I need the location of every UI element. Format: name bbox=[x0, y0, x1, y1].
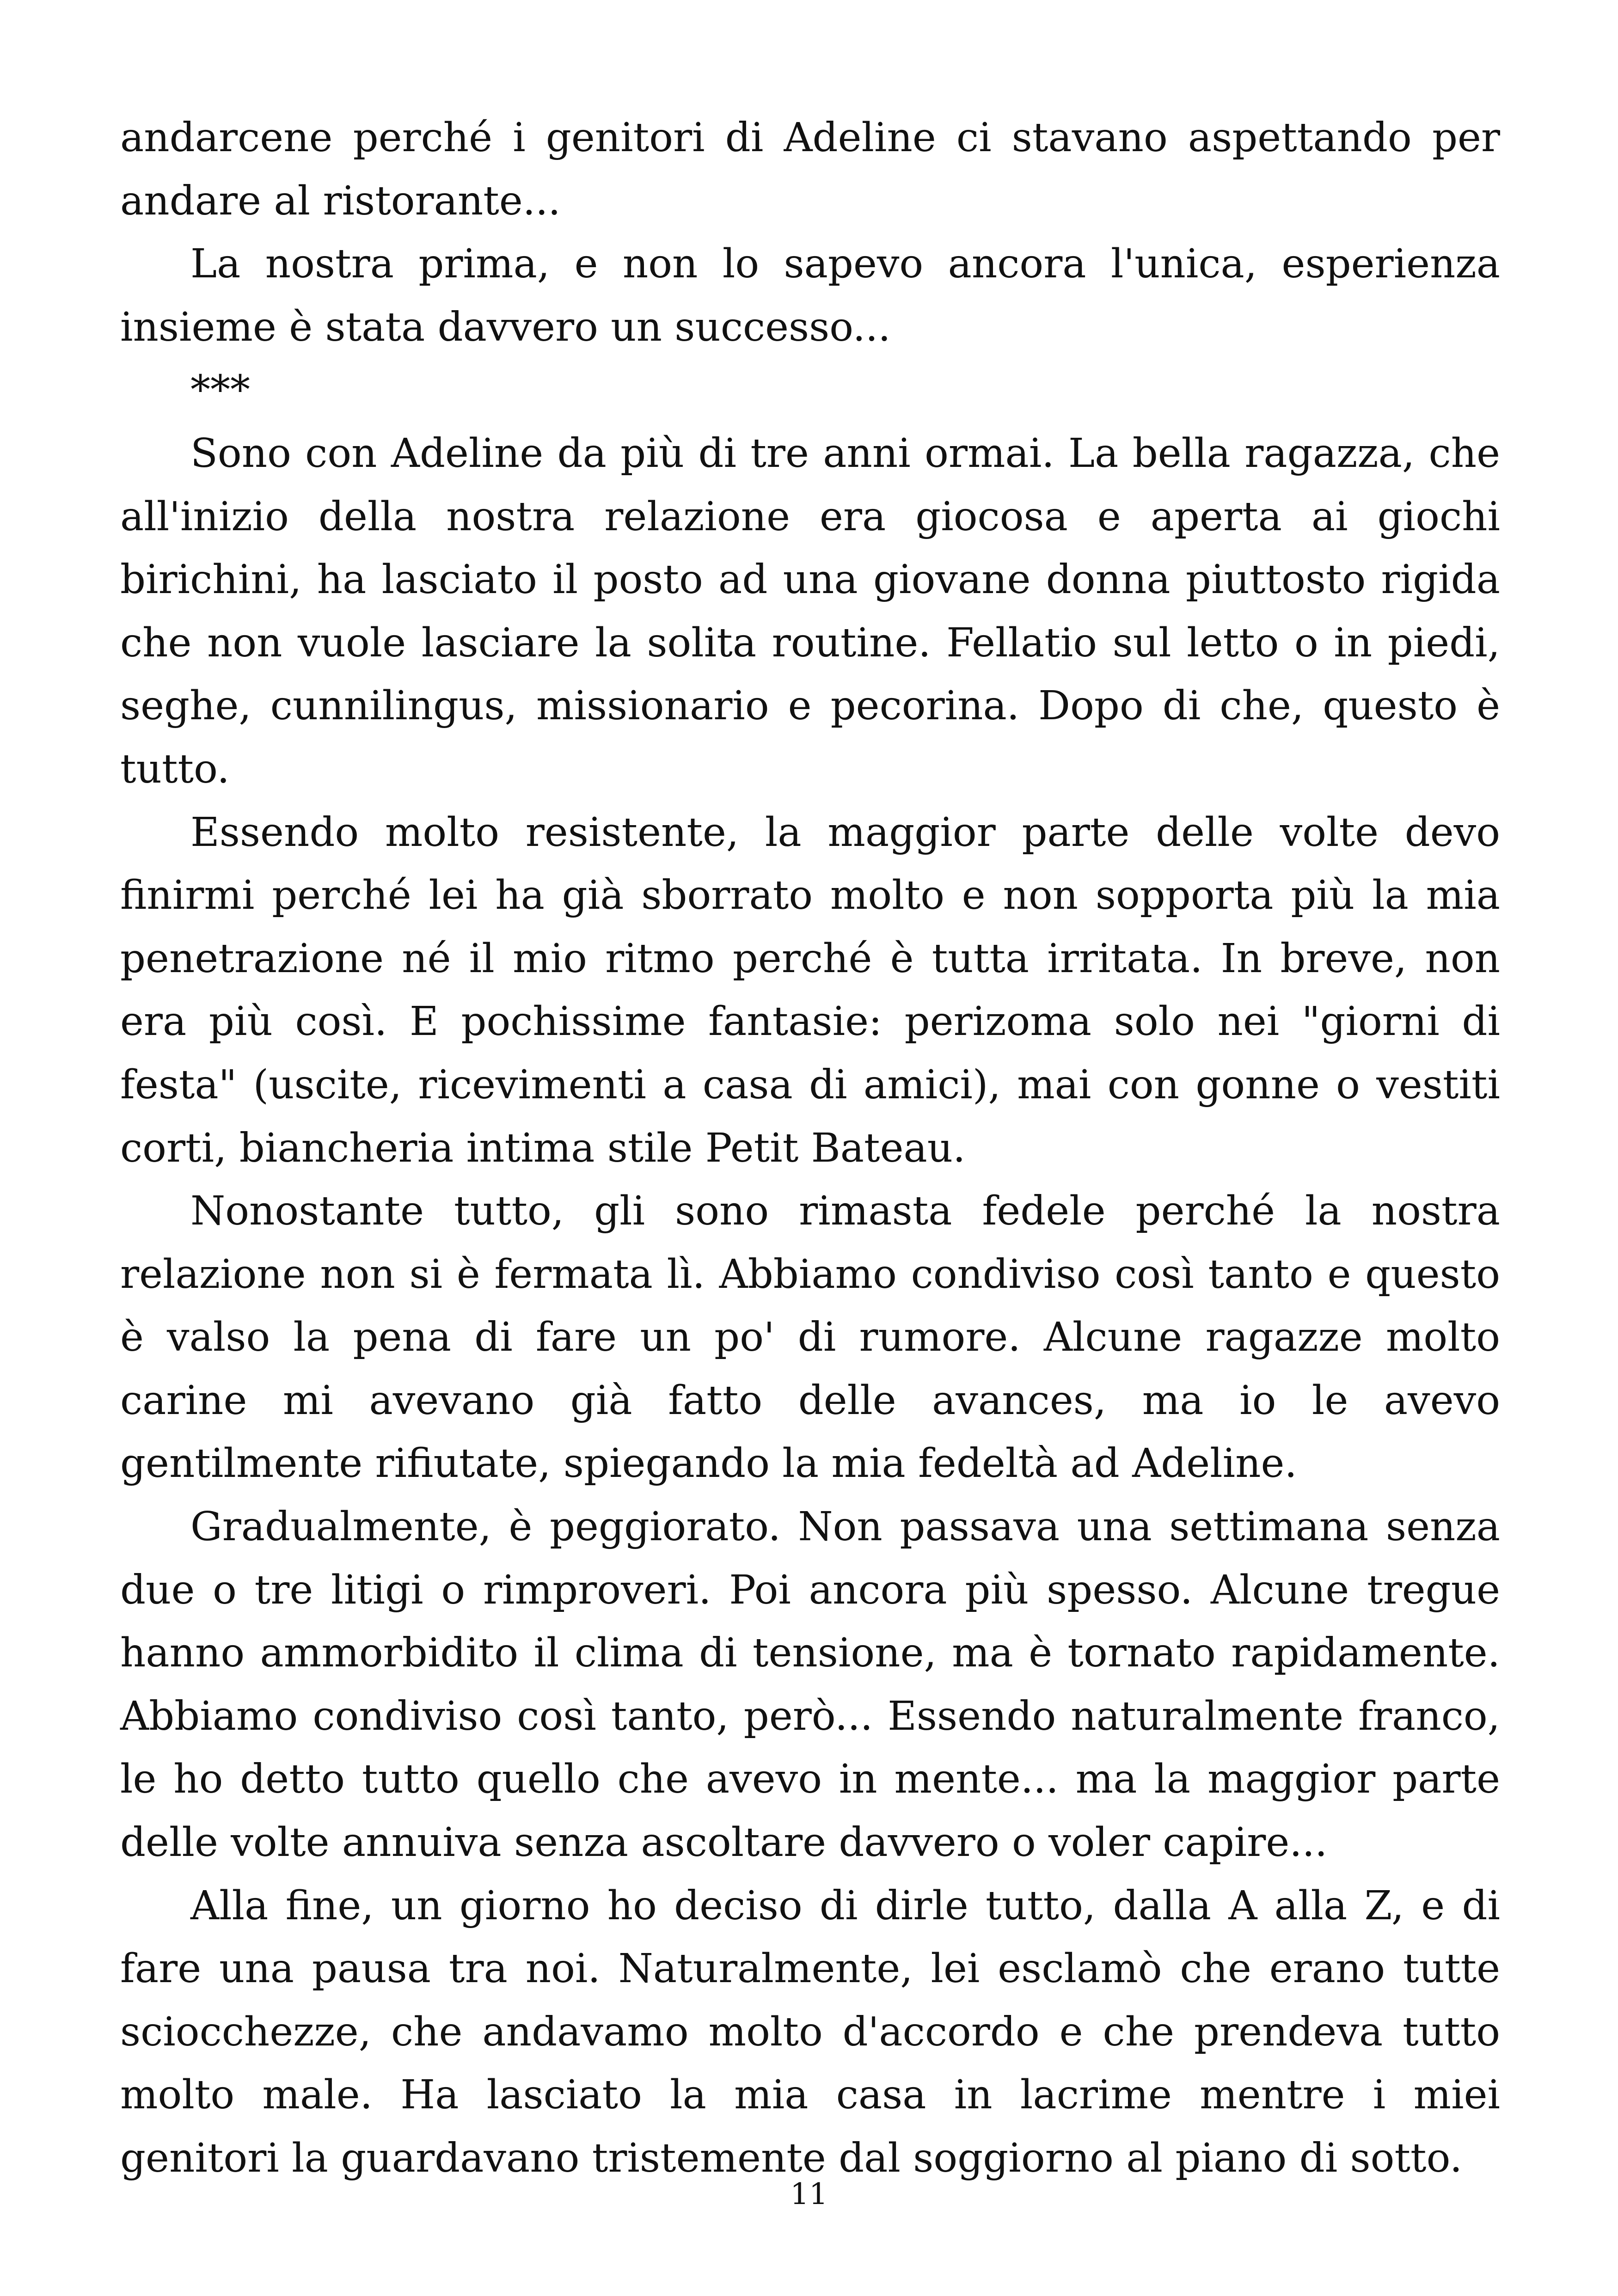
page-body bbox=[120, 106, 1500, 2190]
paragraph-continuation: andarcene perché i genitori di Adeline ci stavano aspettando per andare al ristorante... bbox=[120, 115, 1500, 224]
paragraph: La nostra prima, e non lo sapevo ancora l'unica, esperienza insieme è stata davvero un successo... bbox=[120, 241, 1500, 350]
paragraph: Alla fine, un giorno ho deciso di dirle tutto, dalla A alla Z, e di fare una pausa tra noi. Naturalmente, lei esclamò che erano tutte sciocchezze, che andavamo molto d'accordo e che prendeva tutto molto male. Ha lasciato la mia casa in lacrime mentre i miei genitori la guardavano tristemente dal soggiorno al piano di sotto. bbox=[120, 1882, 1500, 2181]
paragraph: Gradualmente, è peggiorato. Non passava una settimana senza due o tre litigi o rimproveri. Poi ancora più spesso. Alcune tregue hanno ammorbidito il clima di tensione, ma è tornato rapidamente. Abbiamo condiviso così tanto, però... Essendo naturalmente franco, le ho detto tutto quello che avevo in mente... ma la maggior parte delle volte annuiva senza ascoltare davvero o voler capire... bbox=[120, 1504, 1500, 1866]
paragraph: Nonostante tutto, gli sono rimasta fedele perché la nostra relazione non si è fermata lì. Abbiamo condiviso così tanto e questo è valso la pena di fare un po' di rumore. Alcune ragazze molto carine mi avevano già fatto delle avances, ma io le avevo gentilmente rifiutate, spiegando la mia fedeltà ad Adeline. bbox=[120, 1188, 1500, 1487]
paragraph: Essendo molto resistente, la maggior parte delle volte devo finirmi perché lei ha già sborrato molto e non sopporta più la mia penetrazione né il mio ritmo perché è tutta irritata. In breve, non era più così. E pochissime fantasie: perizoma solo nei "giorni di festa" (uscite, ricevimenti a casa di amici), mai con gonne o vestiti corti, biancheria intima stile Petit Bateau. bbox=[120, 809, 1500, 1171]
paragraph: Sono con Adeline da più di tre anni ormai. La bella ragazza, che all'inizio della nostra relazione era giocosa e aperta ai giochi birichini, ha lasciato il posto ad una giovane donna piuttosto rigida che non vuole lasciare la solita routine. Fellatio sul letto o in piedi, seghe, cunnilingus, missionario e pecorina. Dopo di che, questo è tutto. bbox=[120, 430, 1500, 792]
section-separator: *** bbox=[190, 367, 250, 414]
page-number: 11 bbox=[790, 2177, 828, 2211]
